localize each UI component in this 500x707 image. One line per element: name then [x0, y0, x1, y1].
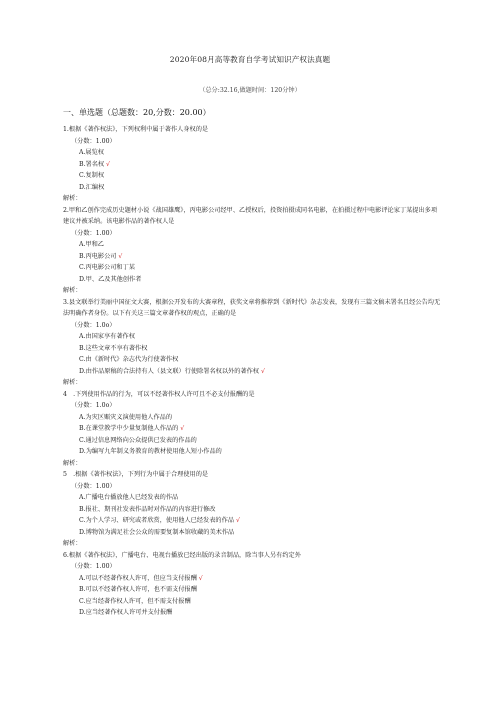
option-text: B.丙电影公司 — [79, 252, 117, 260]
correct-check-icon: √ — [198, 574, 203, 582]
question-score: （分数：1.00） — [71, 563, 116, 570]
option-text: B.在课堂教学中少量复制他人作品的 — [79, 425, 179, 432]
option-a: A.广播电台播放他人已经发表的作品 — [79, 494, 179, 501]
option-d: D.博物馆为满足社会公众的需要复制本馆收藏的美术作品 — [79, 528, 235, 536]
question-score: （分数：1.00） — [71, 229, 116, 237]
analysis-label: 解析： — [63, 287, 82, 294]
question-stem: 1.根据《著作权法》，下列权利中属于著作人身权的是 — [63, 126, 209, 133]
option-c — [63, 515, 443, 527]
analysis-label: 解析： — [63, 195, 82, 202]
option-text: C.为个人学习、研究或者欣赏，使用他人已经发表的作品 — [79, 517, 234, 524]
correct-check-icon: √ — [118, 252, 123, 260]
analysis-label: 解析： — [63, 379, 82, 386]
option-a — [63, 573, 443, 585]
correct-check-icon: √ — [260, 367, 265, 375]
option-b: B.这些文章不享有著作权 — [79, 344, 148, 352]
exam-meta: （总分:32.16,做题时间：120分钟） — [199, 87, 301, 94]
page-title: 2020年08月高等教育自学考试知识产权法真题 — [169, 55, 331, 64]
option-d: D.为编写九年制义务教育的教材使用他人短小作品的 — [79, 448, 222, 455]
correct-check-icon: √ — [106, 160, 110, 168]
question-stem: 6.根据《著作权法》，广播电台、电视台播放已经出版的录音制品，除当事人另有约定外 — [63, 551, 301, 559]
question-stem: 4 .下列使用作品的行为，可以不经著作权人许可且不必支付报酬的是 — [63, 390, 255, 398]
option-d: D.甲、乙及其他创作者 — [79, 275, 142, 283]
question-list — [63, 124, 443, 619]
option-c: C.丙电影公司和丁某 — [79, 264, 135, 271]
question-stem: 2.甲和乙创作完成历史题材小说《战国雄鹰》，丙电影公司经甲、乙授权后，投资拍摄成同名电影，在拍摄过程中电影评论家丁某提出多项建议并被采纳。该电影作品的著作权人是 — [63, 206, 438, 225]
option-d: D.汇编权 — [79, 183, 105, 191]
option-a: A.由国家享有著作权 — [79, 333, 135, 340]
option-c: C.复制权 — [79, 172, 105, 179]
option-text: D.由作品原稿的合法持有人（县文联）行使除署名权以外的著作权 — [79, 367, 259, 375]
option-b — [63, 423, 443, 435]
option-a: A.甲和乙 — [79, 241, 104, 248]
section-heading: 一、单选题（总题数：20,分数：20.00） — [63, 108, 211, 117]
option-text: B.署名权 — [79, 160, 105, 168]
option-d: D.应当经著作权人许可并支付报酬 — [79, 609, 173, 616]
option-b — [63, 159, 443, 171]
option-c: C.通过信息网络向公众提供已发表的作品的 — [79, 436, 197, 444]
option-d — [63, 366, 443, 378]
correct-check-icon: √ — [180, 425, 185, 432]
analysis-label: 解析： — [63, 540, 82, 547]
option-a: A.展览权 — [79, 149, 104, 156]
option-text: A.可以不经著作权人许可，但应当支付报酬 — [79, 574, 197, 582]
option-c: C.由《新时代》杂志代为行使著作权 — [79, 356, 179, 363]
option-b — [63, 251, 443, 263]
option-c: C.应当经著作权人许可，但不需支付报酬 — [79, 597, 191, 605]
option-b: B.报社、期刊社发表作品时对作品的内容进行修改 — [79, 505, 216, 513]
question-stem: 3.县文联举行美丽中国征文大赛，根据公开发布的大赛章程，获奖文章将推荐到《新时代》杂志发表，发现有三篇文稿未署名且经公告均无法明确作者身份。以下有关这三篇文章著作权的观点，正确的是 — [63, 298, 441, 317]
question-score: （分数：1.0o） — [71, 402, 116, 409]
question-score: （分数：1.00） — [71, 482, 116, 490]
analysis-label: 解析： — [63, 459, 82, 467]
option-a: A.为灾区赈灾义演使用他人作品的 — [79, 413, 173, 421]
correct-check-icon: √ — [235, 517, 240, 524]
question-score: （分数：1.00） — [71, 137, 116, 145]
question-stem: 5 .根据《著作权法》，下列行为中属于合理使用的是 — [63, 471, 209, 478]
question-score: （分数：1.0o） — [71, 321, 116, 329]
option-b: B.可以不经著作权人许可，也不需支付报酬 — [79, 586, 197, 593]
